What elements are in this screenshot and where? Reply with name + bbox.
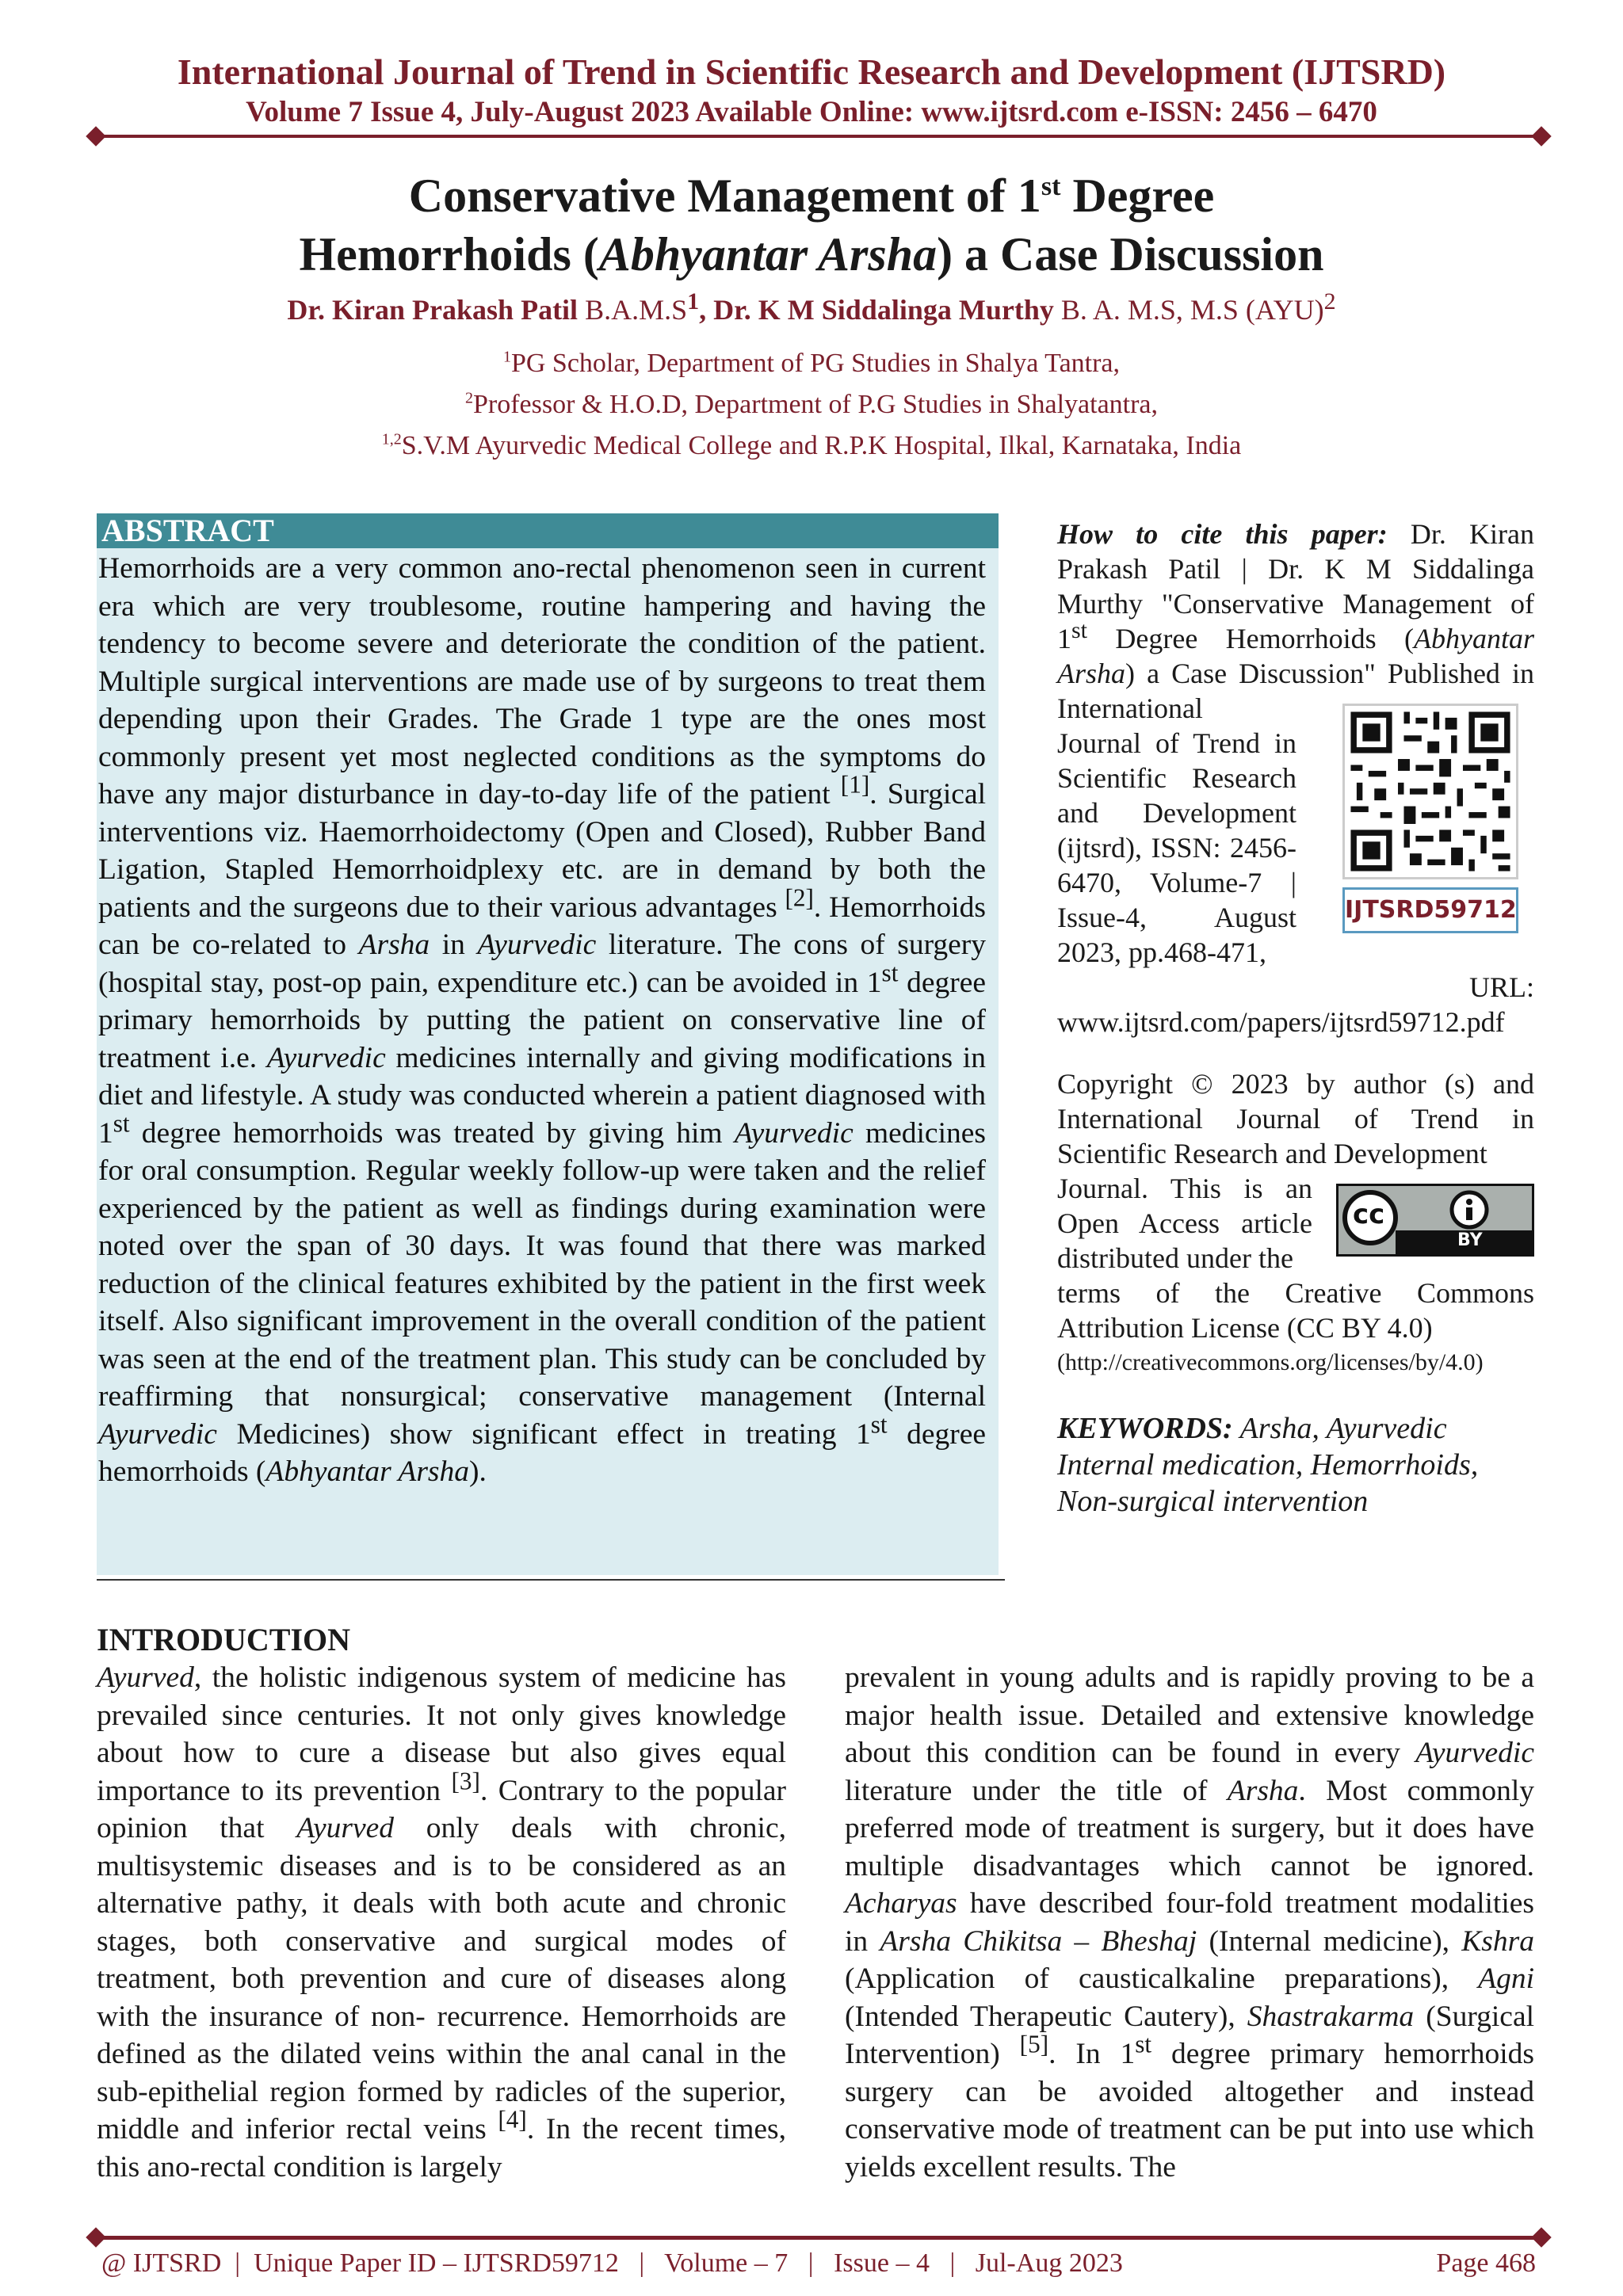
author-line: Dr. Kiran Prakash Patil $B.A.M.S^1$, Dr. K M Siddalinga Murthy B. A. M.S, M.S (AYU)$^2$ [287,288,1336,326]
citation-label: How to cite this paper: [1057,518,1388,550]
author-2-name: Dr. K M Siddalinga Murthy [713,294,1054,326]
abstract-text: Hemorrhoids are a very common ano-rectal phenomenon seen in current era which are very troublesome, routine hampering and having the tendency to become severe and deteriorate the condition of the patient. Multiple surgical interventions are made use of by surgeons to treat them depending upon their Grades. The Grade 1 type are the ones most commonly present yet most neglected conditions as the symptoms do have any major disturbance in day-to-day life of the patient [1]. Surgical interventions viz. Haemorrhoidectomy (Open and Closed), Rubber Band Ligation, Stapled Hemorrhoidplexy etc. are in demand by both the patients and the surgeons due to their various advantages [2]. Hemorrhoids can be co-related to Arsha in Ayurvedic literature. The cons of surgery (hospital stay, post-op pain, expenditure etc.) can be avoided in 1st degree primary hemorrhoids by putting the patient on conservative line of treatment i.e. Ayurvedic medicines internally and giving modifications in diet and lifestyle. A study was conducted wherein a patient diagnosed with 1st degree hemorrhoids was treated by giving him Ayurvedic medicines for oral consumption. Regular weekly follow-up were taken and the relief experienced by the patient as well as findings during examination were noted over the span of 30 days. It was found that there was marked reduction of the clinical features exhibited by the patient in the first week itself. Also significant improvement in the overall condition of the patient was seen at the end of the treatment plan. This study can be concluded by reaffirming that nonsurgical; conservative management (Internal Ayurvedic Medicines) show significant effect in treating 1st degree hemorrhoids (Abhyantar Arsha). [98,552,987,1488]
footer-rule [97,2236,1541,2240]
introduction-column-2: prevalent in young adults and is rapidly proving to be a major health issue. Detailed and extensive knowledge about this condition can be found in every Ayurvedic literature under the title of Arsha. Most commonly preferred mode of treatment is surgery, but it does have multiple disadvantages which cannot be ignored. Acharyas have described four-fold treatment modalities in Arsha Chikitsa – Bheshaj (Internal medicine), Kshra (Application of causticalkaline preparations), Agni (Intended Therapeutic Cautery), Shastrakarma (Surgical Intervention) [5]. In 1st degree primary hemorrhoids surgery can be avoided altogether and instead conservative mode of treatment can be put into use which yields excellent results. The [845,1661,1535,2183]
footer-info: @ IJTSRD | Unique Paper ID – IJTSRD59712 | Volume – 7 | Issue – 4 | Jul-Aug 2023 [101,2248,1123,2278]
paper-url-link[interactable]: www.ijtsrd.com/papers/ijtsrd59712.pdf [1057,1006,1505,1038]
abstract-heading: ABSTRACT [97,513,999,548]
copyright-text: Copyright © 2023 by author (s) and International Journal of Trend in Scientific Research and Development [1057,1068,1534,1169]
citation-block: How to cite this paper: Dr. Kiran Prakash Patil | Dr. K M Siddalinga Murthy "Conservative Management of 1st Degree Hemorrhoids (Abhyantar Arsha) a Case Discussion" Published in International [1057,518,1534,724]
qr-code [1342,704,1518,879]
copyright-license: terms of the Creative Commons Attribution License (CC BY 4.0) [1057,1277,1534,1344]
paper-id-badge: IJTSRD59712 [1342,887,1518,933]
author-1-name: Dr. Kiran Prakash Patil [287,294,579,326]
affiliation-2: $^2$Professor & H.O.D, Department of P.G Studies in Shalyatantra, [464,389,1159,419]
affiliation-3: $^{1,2}$S.V.M Ayurvedic Medical College and R.P.K Hospital, Ilkal, Karnataka, India [381,430,1242,460]
by-label: BY [1457,1230,1483,1250]
keywords: KEYWORDS: Arsha, Ayurvedic Internal medication, Hemorrhoids, Non-surgical intervention [1057,1412,1479,1518]
abstract-bottom-rule [97,1579,1005,1581]
cc-by-license-icon [1336,1184,1534,1257]
introduction-column-1: Ayurved, the holistic indigenous system of medicine has prevailed since centuries. It not only gives knowledge about how to cure a disease but also gives equal importance to its prevention [3]. Contrary to the popular opinion that Ayurved only deals with chronic, multisystemic diseases and is to be considered as an alternative pathy, it deals with both acute and chronic stages, both conservative and surgical modes of treatment, both prevention and cure of diseases along with the insurance of non- recurrence. Hemorrhoids are defined as the dilated veins within the anal canal in the sub-epithelial region formed by radicles of the superior, middle and inferior rectal veins [4]. In the recent times, this ano-rectal condition is largely [97,1661,787,2183]
license-link[interactable]: (http://creativecommons.org/licenses/by/4.0) [1057,1349,1484,1375]
keywords-label: KEYWORDS: [1057,1412,1233,1445]
copyright-open-access: Journal. This is an Open Access article distributed under the [1057,1173,1312,1274]
paper-title: Conservative Management of 1st Degree Hemorrhoids (Abhyantar Arsha) a Case Discussion [299,170,1324,280]
header-rule [97,135,1541,138]
page-number: Page 468 [1436,2248,1536,2278]
cc-label: cc [1353,1199,1385,1230]
journal-issue-info: Volume 7 Issue 4, July-August 2023 Available Online: www.ijtsrd.com e-ISSN: 2456 – 6470 [246,96,1377,128]
introduction-heading: INTRODUCTION [97,1622,351,1657]
citation-journal: Journal of Trend in Scientific Research and Development (ijtsrd), ISSN: 2456-6470, Volume-7 | Issue-4, August 2023, pp.468-471, [1057,727,1296,968]
journal-title: International Journal of Trend in Scientific Research and Development (IJTSRD) [177,51,1446,92]
citation-url: URL: www.ijtsrd.com/papers/ijtsrd59712.pdf [1057,971,1534,1038]
affiliation-1: $^1$PG Scholar, Department of PG Studies in Shalya Tantra, [502,348,1121,378]
